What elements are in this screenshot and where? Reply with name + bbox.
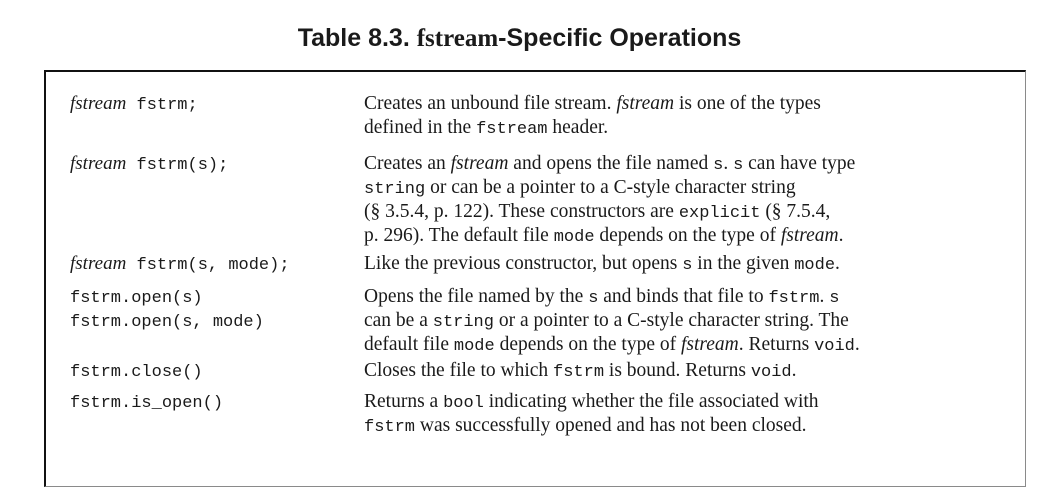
description-line — [364, 252, 1004, 276]
code-text: mode — [553, 228, 595, 247]
text: and binds that file to — [598, 286, 769, 307]
code-text: void — [750, 363, 792, 382]
italic-text: fstream — [616, 93, 675, 114]
text: and opens the file named — [508, 153, 714, 174]
operation-code: fstrm.close() — [70, 363, 203, 382]
description-line — [364, 152, 1004, 176]
code-text: void — [814, 337, 855, 356]
title-prefix: Table 8.3. — [297, 24, 417, 52]
text: can have type — [743, 153, 856, 174]
description-line — [364, 309, 1004, 333]
text: Opens the file named by the — [364, 286, 589, 307]
description-line — [364, 116, 1004, 140]
text: Closes the file to which — [364, 360, 554, 381]
text: indicating whether the file associated with — [483, 391, 819, 412]
table-title — [0, 22, 1039, 55]
text: . — [835, 253, 840, 274]
text: . — [854, 334, 860, 355]
type-name: fstream — [70, 153, 127, 174]
description-line — [364, 390, 1004, 414]
code-text: mode — [794, 256, 836, 275]
description-cell — [364, 92, 1004, 140]
italic-text: fstream — [450, 153, 509, 174]
operations-table — [44, 70, 1026, 487]
text: (§ 3.5.4, p. 122). These constructors are — [364, 201, 679, 222]
italic-text: fstream — [680, 334, 739, 355]
code-text: fstrm — [364, 418, 416, 437]
text: is bound. Returns — [604, 360, 751, 381]
text: in the given — [692, 253, 795, 274]
text: defined in the — [364, 117, 477, 138]
description-cell — [364, 390, 1004, 438]
text: was successfully opened and has not been closed. — [415, 415, 807, 436]
text: Returns a — [364, 391, 444, 412]
operation-line — [70, 359, 390, 383]
operation-code: fstrm(s, mode); — [126, 256, 290, 275]
text: . — [723, 153, 734, 174]
description-line — [364, 414, 1004, 438]
operation-line — [70, 285, 390, 309]
description-cell — [364, 252, 1004, 276]
text: Creates an unbound file stream. — [364, 93, 617, 114]
operation-cell — [70, 252, 390, 276]
operation-code: fstrm; — [126, 96, 198, 115]
text: . — [819, 286, 830, 307]
text: is one of the types — [674, 93, 821, 114]
italic-text: fstream — [780, 225, 839, 246]
text: or can be a pointer to a C-style character string — [425, 177, 796, 198]
text: Like the previous constructor, but opens — [364, 253, 683, 274]
operation-line — [70, 309, 390, 333]
operation-line — [70, 390, 390, 414]
type-name: fstream — [70, 253, 127, 274]
text: default file — [364, 334, 454, 355]
operation-line — [70, 152, 390, 176]
type-name: fstream — [70, 93, 127, 114]
title-suffix: -Specific Operations — [498, 24, 742, 52]
code-text: mode — [453, 337, 495, 356]
code-text: s — [829, 289, 840, 308]
description-line — [364, 176, 1004, 200]
description-line — [364, 92, 1004, 116]
operation-line — [70, 92, 390, 116]
description-line — [364, 200, 1004, 224]
description-cell — [364, 285, 1004, 357]
title-code: fstream — [416, 25, 499, 52]
text: . Returns — [738, 334, 815, 355]
text: (§ 7.5.4, — [760, 201, 831, 222]
text: header. — [547, 117, 609, 138]
operation-code: fstrm.is_open() — [70, 394, 224, 413]
text: . — [791, 360, 797, 381]
code-text: s — [713, 156, 724, 175]
operation-cell — [70, 390, 390, 414]
text: p. 296). The default file — [364, 225, 554, 246]
description-line — [364, 285, 1004, 309]
code-text: string — [432, 313, 494, 332]
operation-cell — [70, 359, 390, 383]
operation-code: fstrm(s); — [126, 156, 229, 175]
code-text: fstrm — [768, 289, 820, 308]
text: can be a — [364, 310, 433, 331]
description-cell — [364, 359, 1004, 383]
description-cell — [364, 152, 1004, 248]
operation-cell — [70, 152, 390, 176]
code-text: bool — [443, 394, 484, 413]
code-text: string — [364, 180, 426, 199]
operation-code: fstrm.open(s) — [70, 289, 203, 308]
code-text: fstrm — [553, 363, 605, 382]
text: Creates an — [364, 153, 451, 174]
code-text: s — [588, 289, 599, 308]
text: depends on the type of — [494, 334, 681, 355]
code-text: s — [682, 256, 693, 275]
code-text: explicit — [678, 204, 761, 223]
operation-cell — [70, 285, 390, 333]
code-text: s — [733, 156, 744, 175]
code-text: fstream — [476, 120, 548, 139]
text: depends on the type of — [594, 225, 781, 246]
text: or a pointer to a C-style character string. The — [493, 310, 849, 331]
operation-cell — [70, 92, 390, 116]
description-line — [364, 359, 1004, 383]
text: . — [838, 225, 844, 246]
description-line — [364, 224, 1004, 248]
description-line — [364, 333, 1004, 357]
operation-code: fstrm.open(s, mode) — [70, 313, 264, 332]
operation-line — [70, 252, 390, 276]
